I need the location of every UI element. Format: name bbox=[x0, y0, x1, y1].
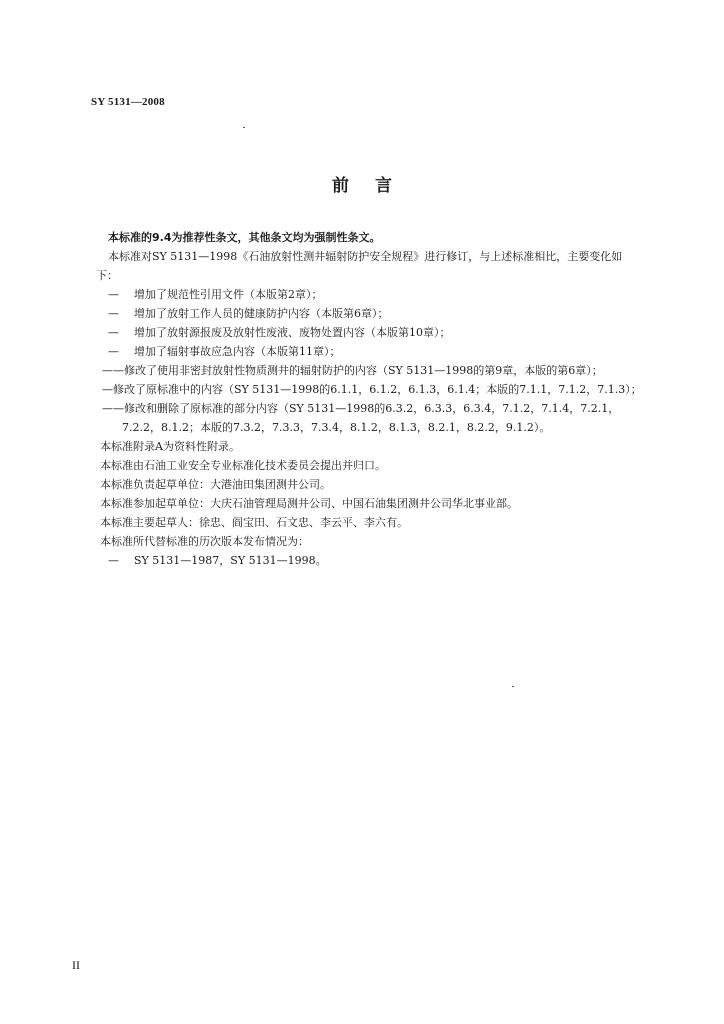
dash-marker: — bbox=[108, 554, 119, 567]
change-item bbox=[96, 342, 642, 361]
change-item-text: 修改了原标准中的内容（SY 5131—1998的6.1.1，6.1.2，6.1.3，6.1.4；本版的7.1.1，7.1.2，7.1.3）； bbox=[113, 383, 642, 396]
dash-marker: — bbox=[102, 383, 113, 396]
appendix-note: 本标准附录A为资料性附录。 bbox=[100, 440, 240, 453]
standard-code: SY 5131—2008 bbox=[91, 96, 165, 108]
change-item-text: 修改和删除了原标准的部分内容（SY 5131—1998的6.3.2，6.3.3，6.3.4，7.1.2，7.1.4，7.2.1，7.2.2，8.1.2；本版的7.3.2，7.3.3，7.3.4，8.1.2，8.1.3，8.2.1，8.2.2，9.1.2）。 bbox=[122, 402, 620, 434]
history-intro: 本标准所代替标准的历次版本发布情况为： bbox=[100, 535, 309, 548]
change-item-text: 增加了放射源报废及放射性废液、废物处置内容（本版第10章）； bbox=[134, 326, 451, 339]
scan-speck bbox=[243, 127, 245, 128]
dash-marker: — bbox=[108, 326, 119, 339]
scan-speck bbox=[512, 686, 514, 687]
mandatory-note: 本标准的9.4为推荐性条文，其他条文均为强制性条文。 bbox=[108, 231, 381, 244]
dash-marker: —— bbox=[102, 402, 124, 415]
dash-marker: — bbox=[108, 345, 119, 358]
change-item bbox=[96, 380, 642, 399]
drafters: 本标准主要起草人：徐忠、阎宝田、石文忠、李云平、李六有。 bbox=[100, 516, 408, 529]
proposed-by: 本标准由石油工业安全专业标准化技术委员会提出并归口。 bbox=[100, 459, 386, 472]
drafting-unit: 本标准负责起草单位：大港油田集团测井公司。 bbox=[100, 478, 331, 491]
preface-body bbox=[96, 228, 642, 570]
page-number: II bbox=[72, 958, 80, 972]
change-item-text: 修改了使用非密封放射性物质测井的辐射防护的内容（SY 5131—1998的第9章，本版的第6章）； bbox=[124, 364, 603, 377]
dash-marker: — bbox=[108, 288, 119, 301]
change-item bbox=[96, 285, 642, 304]
change-item-text: 增加了放射工作人员的健康防护内容（本版第6章）； bbox=[134, 307, 389, 320]
change-item bbox=[96, 304, 642, 323]
change-item-text: 增加了辐射事故应急内容（本版第11章）； bbox=[134, 345, 341, 358]
dash-marker: —— bbox=[102, 364, 124, 377]
change-item bbox=[96, 361, 642, 380]
dash-marker: — bbox=[108, 307, 119, 320]
history-item bbox=[96, 551, 642, 570]
page-title: 前言 bbox=[332, 176, 418, 196]
participating-units: 本标准参加起草单位：大庆石油管理局测井公司、中国石油集团测井公司华北事业部。 bbox=[100, 497, 518, 510]
change-item bbox=[96, 323, 642, 342]
change-item-text: 增加了规范性引用文件（本版第2章）； bbox=[134, 288, 323, 301]
history-item-text: SY 5131—1987，SY 5131—1998。 bbox=[134, 554, 327, 567]
change-item bbox=[96, 399, 642, 437]
intro-paragraph: 本标准对SY 5131—1998《石油放射性测井辐射防护安全规程》进行修订，与上述标准相比，主要变化如下： bbox=[96, 250, 623, 282]
